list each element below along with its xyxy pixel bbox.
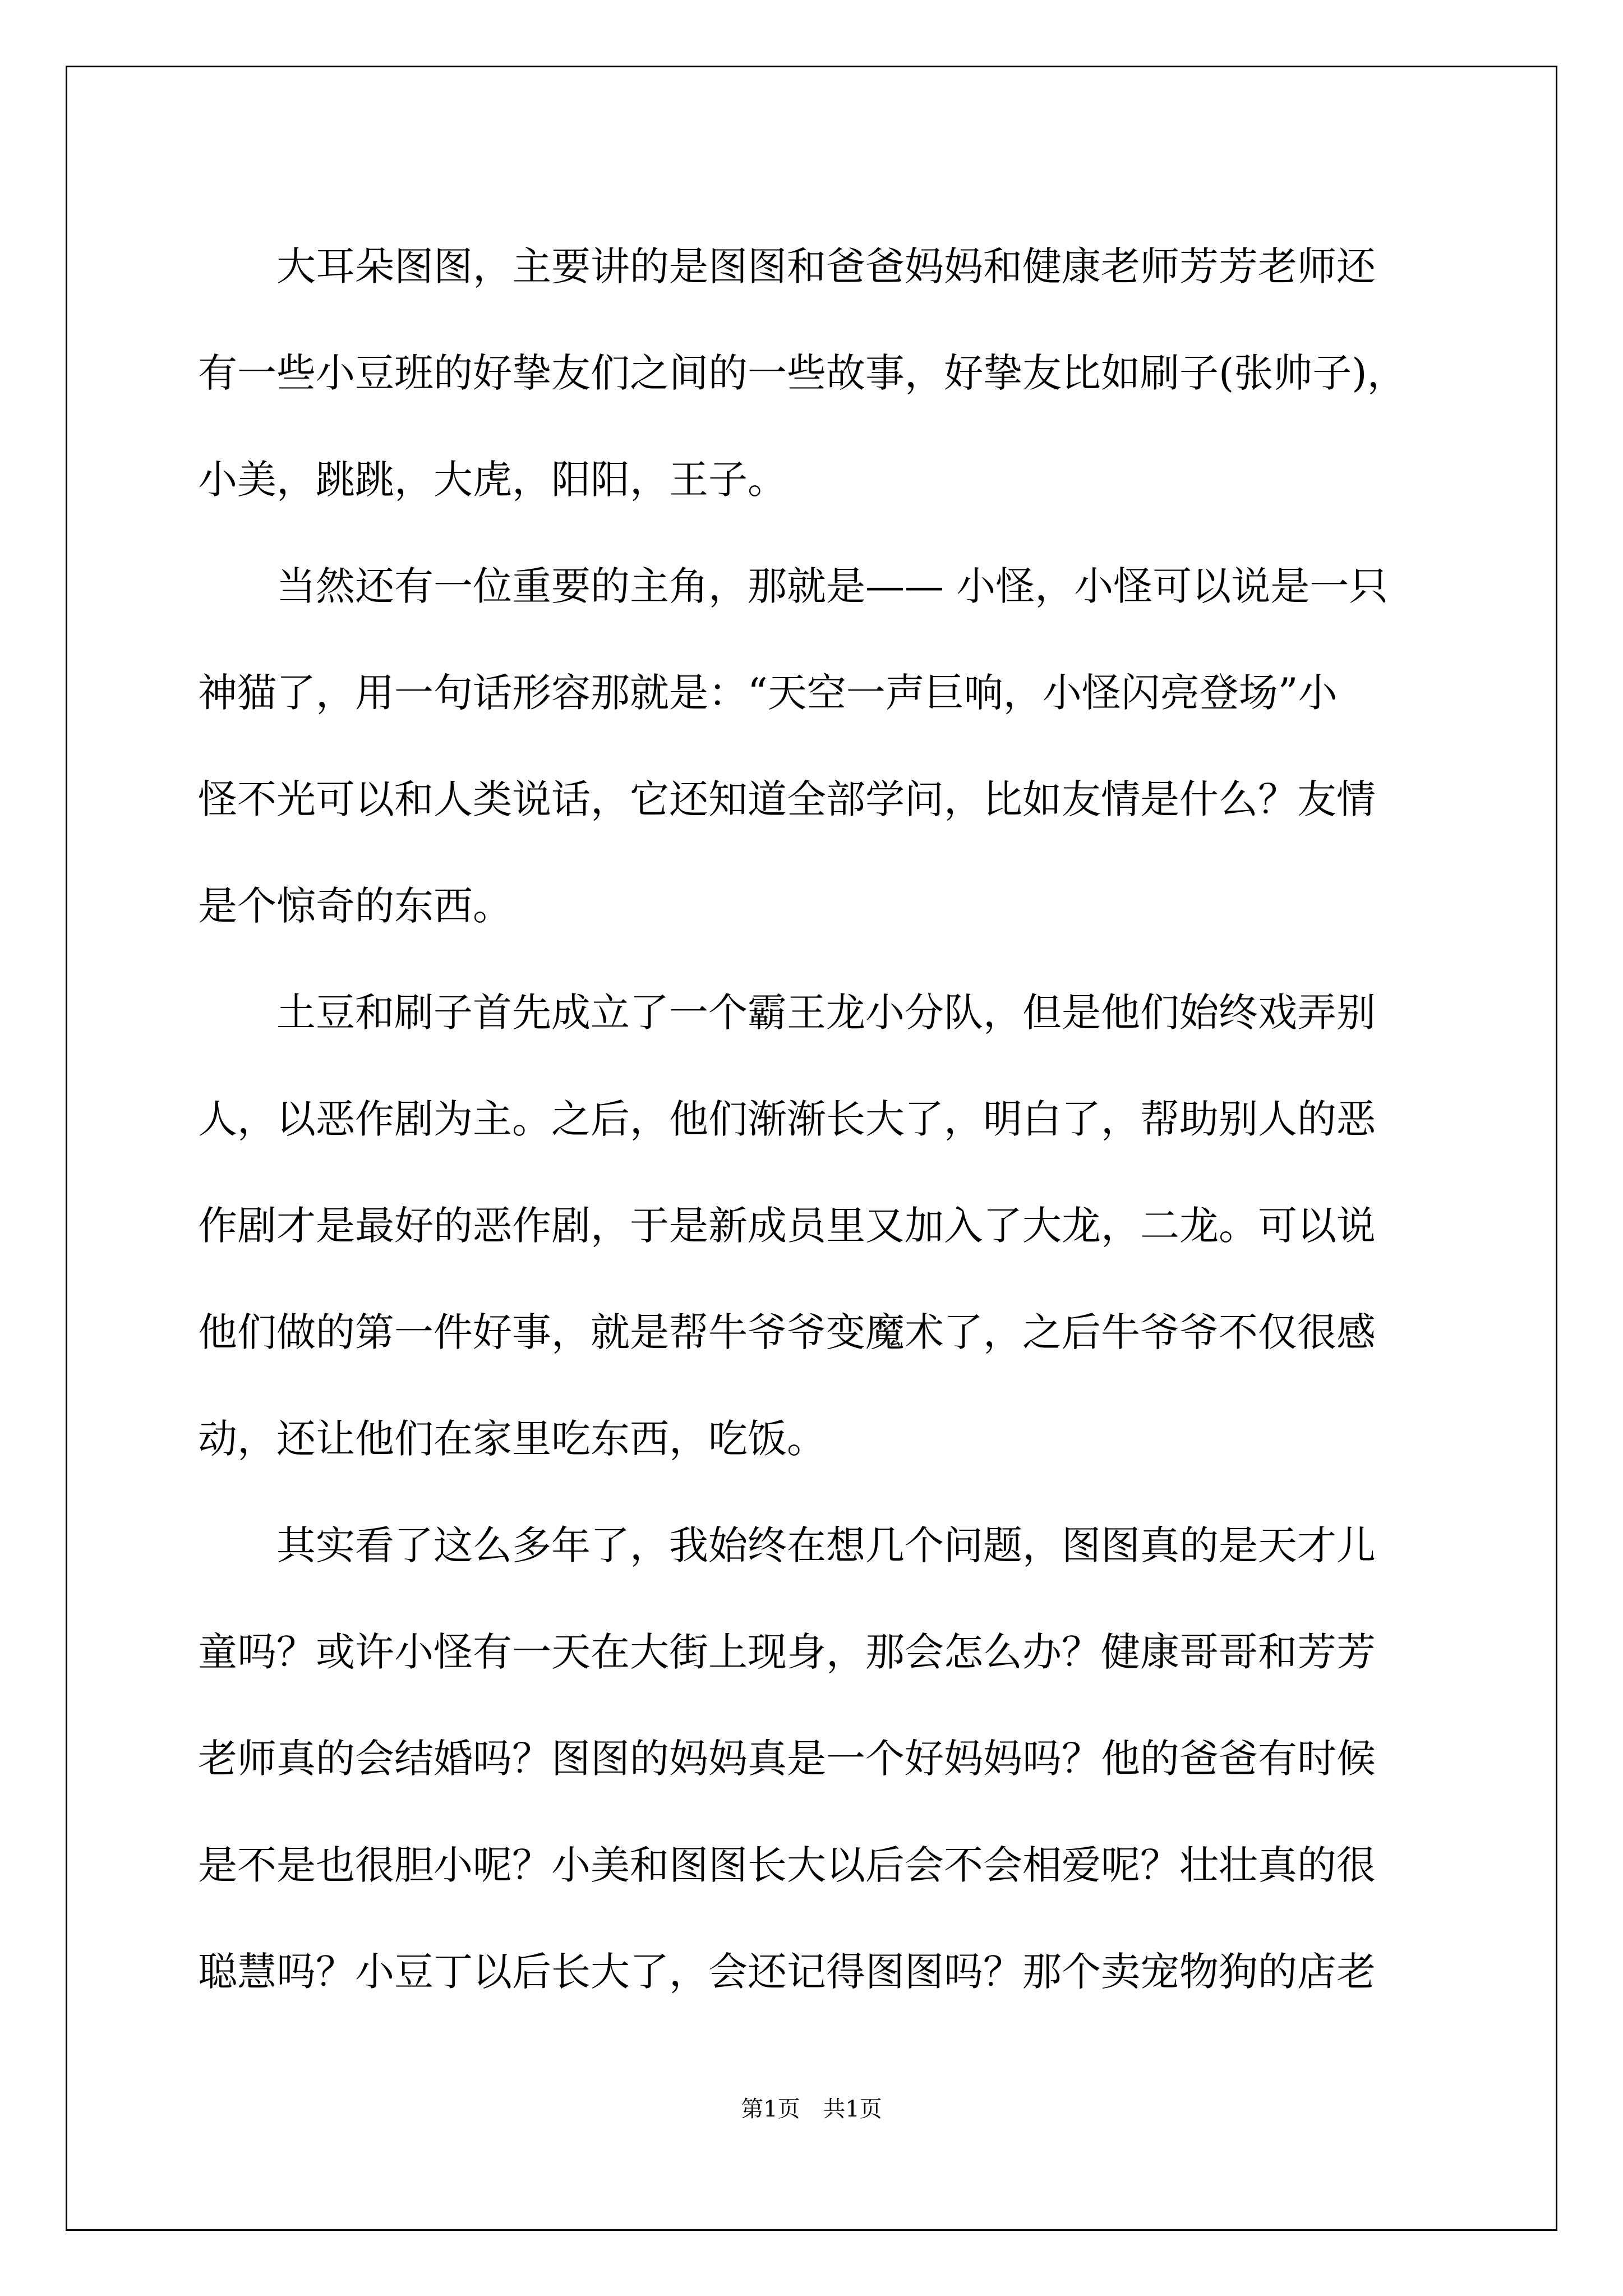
document-body [198, 213, 1432, 2025]
text-line: 大耳朵图图，主要讲的是图图和爸爸妈妈和健康老师芳芳老师还 [198, 243, 1376, 289]
text-line: 土豆和刷子首先成立了一个霸王龙小分队，但是他们始终戏弄别 [198, 990, 1376, 1036]
text-line: 是个惊奇的东西。 [198, 883, 512, 929]
text-line: 聪慧吗？小豆丁以后长大了，会还记得图图吗？那个卖宠物狗的店老 [198, 1949, 1376, 1995]
text-line: 他们做的第一件好事，就是帮牛爷爷变魔术了，之后牛爷爷不仅很感 [198, 1309, 1376, 1355]
page-footer [0, 2092, 1623, 2126]
text-line: 怪不光可以和人类说话，它还知道全部学问，比如友情是什么？友情 [198, 776, 1376, 822]
text-line: 其实看了这么多年了，我始终在想几个问题，图图真的是天才儿 [198, 1522, 1376, 1568]
text-line: 是不是也很胆小呢？小美和图图长大以后会不会相爱呢？壮壮真的很 [198, 1842, 1376, 1888]
text-line: 作剧才是最好的恶作剧，于是新成员里又加入了大龙，二龙。可以说 [198, 1203, 1376, 1249]
text-line: 当然还有一位重要的主角，那就是—— 小怪，小怪可以说是一只 [198, 563, 1389, 609]
text-line: 有一些小豆班的好挚友们之间的一些故事，好挚友比如刷子(张帅子)， [198, 350, 1407, 396]
page-number: 第1页 [741, 2096, 800, 2122]
text-line: 童吗？或许小怪有一天在大街上现身，那会怎么办？健康哥哥和芳芳 [198, 1629, 1376, 1675]
page-total: 共1页 [823, 2096, 882, 2122]
text-line: 老师真的会结婚吗？图图的妈妈真是一个好妈妈吗？他的爸爸有时候 [198, 1736, 1376, 1782]
text-line: 人，以恶作剧为主。之后，他们渐渐长大了，明白了，帮助别人的恶 [198, 1096, 1376, 1142]
text-line: 神猫了，用一句话形容那就是：“天空一声巨响，小怪闪亮登场”小 [198, 670, 1338, 716]
text-line: 小美，跳跳，大虎，阳阳，王子。 [198, 457, 787, 503]
text-line: 动，还让他们在家里吃东西，吃饭。 [198, 1416, 826, 1462]
